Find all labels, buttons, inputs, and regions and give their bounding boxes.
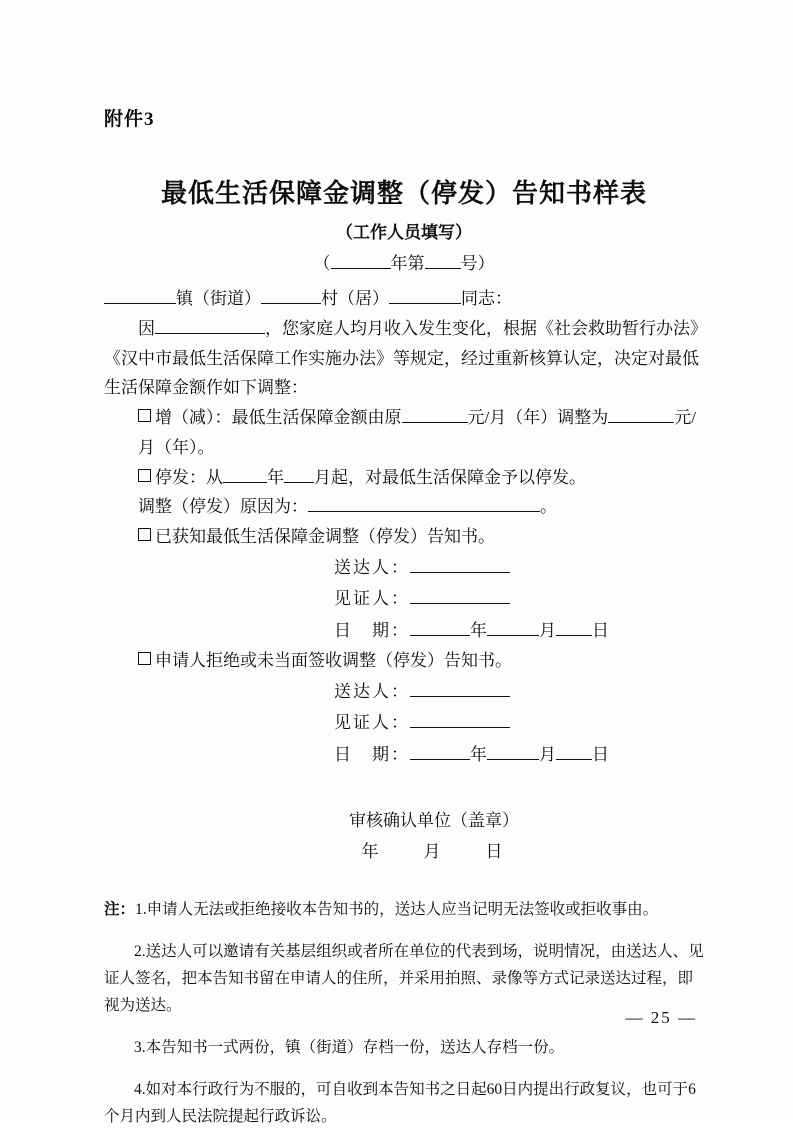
option-refused-label: 申请人拒绝或未当面签收调整（停发）告知书。 [155,651,512,671]
signature-block-refused [104,676,704,770]
option-increase-unit1: 元/月（年）调整为 [467,408,609,427]
date-month-unit-2: 月 [539,744,556,764]
option-increase-unit2: 元/月（年）。 [138,408,696,457]
date-day-blank-1[interactable] [556,617,592,636]
town-blank[interactable] [104,285,176,304]
option-stop-mid1: 年 [267,467,284,487]
option-increase[interactable] [104,403,704,463]
option-stop-mid2: 月起，对最低生活保障金予以停发。 [314,467,586,487]
document-subtitle: （工作人员填写） [336,223,472,242]
option-stop[interactable] [104,463,704,493]
date-day-blank-2[interactable] [556,741,592,760]
stop-month-blank[interactable] [284,464,314,483]
date-row-2 [334,739,704,770]
number-year-blank[interactable] [331,250,391,269]
note-item-3: 3.本告知书一式两份，镇（街道）存档一份，送达人存档一份。 [134,1038,565,1056]
page-title: 最低生活保障金调整（停发）告知书样表 [160,179,647,208]
attachment-label: 附件3 [104,109,155,130]
option-received-label: 已获知最低生活保障金调整（停发）告知书。 [155,527,495,546]
witness-label-1: 见证人： [334,589,410,609]
witness-blank-1[interactable] [410,585,510,604]
date-year-unit-1: 年 [470,620,487,640]
witness-row-1 [334,583,704,614]
witness-row-2 [334,707,704,738]
note-item-1 [104,897,704,924]
note-item-2: 2.送达人可以邀请有关基层组织或者所在单位的代表到场，说明情况，由送达人、见证人签名，把本告知书留在申请人的住所，并采用拍照、录像等方式记录送达过程，即视为送达。 [104,943,704,1014]
checkbox-refused[interactable] [138,652,151,665]
para1-lead: 因 [138,318,155,338]
original-amount-blank[interactable] [402,404,468,423]
deliverer-label-1: 送达人： [334,557,410,577]
number-prefix: （ [313,254,331,273]
name-blank[interactable] [389,285,461,304]
page-number: — 25 — [625,1008,697,1027]
stop-year-blank[interactable] [223,464,267,483]
new-amount-blank[interactable] [608,404,674,423]
checkbox-increase[interactable] [138,409,151,422]
date-year-blank-1[interactable] [410,617,470,636]
village-blank[interactable] [261,285,321,304]
deliverer-label-2: 送达人： [334,681,410,701]
reason-field-label: 调整（停发）原因为： [138,497,308,517]
paragraph-reason [104,314,704,403]
document-body [104,284,704,1130]
address-seg1: 镇（街道） [176,289,261,308]
date-row-1 [334,615,704,646]
approval-date: 年 月 日 [361,841,517,861]
reason-field-tail: 。 [540,497,557,517]
number-mid1: 年第 [390,254,425,273]
date-year-unit-2: 年 [470,744,487,764]
date-month-blank-1[interactable] [487,617,539,636]
note-text-1: 1.申请人无法或拒绝接收本告知书的，送达人应当记明无法签收或拒收事由。 [135,901,659,919]
checkbox-received[interactable] [138,528,151,541]
para1-text: ，您家庭人均月收入发生变化，根据《社会救助暂行办法》《汉中市最低生活保障工作实施办法》等规定，经过重新核算认定，决定对最低生活保障金额作如下调整： [104,318,699,398]
date-label-2: 日 期： [334,744,410,764]
date-label-1: 日 期： [334,620,410,640]
option-received[interactable] [104,522,704,552]
option-increase-label: 增（减）：最低生活保障金额由原 [155,408,402,427]
checkbox-stop[interactable] [138,469,151,482]
deliverer-row-2 [334,676,704,707]
notes-section [104,897,704,1130]
reason-field-blank[interactable] [308,493,540,512]
reason-field-line [104,492,704,522]
number-serial-blank[interactable] [425,250,461,269]
approval-unit: 审核确认单位（盖章） [349,811,519,831]
deliverer-row-1 [334,552,704,583]
document-number-line [104,249,704,274]
address-line [104,284,704,314]
option-stop-label: 停发：从 [155,467,223,487]
witness-blank-2[interactable] [410,709,510,728]
date-month-unit-1: 月 [539,620,556,640]
signature-block-received [104,552,704,646]
address-seg3: 同志： [461,289,512,308]
deliverer-blank-1[interactable] [410,554,510,573]
notes-title: 注： [104,901,136,919]
option-refused[interactable] [104,646,704,676]
number-mid2: 号） [460,254,495,273]
deliverer-blank-2[interactable] [410,678,510,697]
date-year-blank-2[interactable] [410,741,470,760]
address-seg2: 村（居） [321,289,389,308]
approval-block [104,806,704,867]
date-month-blank-2[interactable] [487,741,539,760]
date-day-unit-1: 日 [592,620,609,640]
date-day-unit-2: 日 [592,744,609,764]
note-item-4: 4.如对本行政行为不服的，可自收到本告知书之日起60日内提出行政复议，也可于6个月内到人民法院提起行政诉讼。 [104,1081,696,1125]
document-content [104,104,704,1146]
reason-blank[interactable] [155,315,265,334]
witness-label-2: 见证人： [334,713,410,733]
